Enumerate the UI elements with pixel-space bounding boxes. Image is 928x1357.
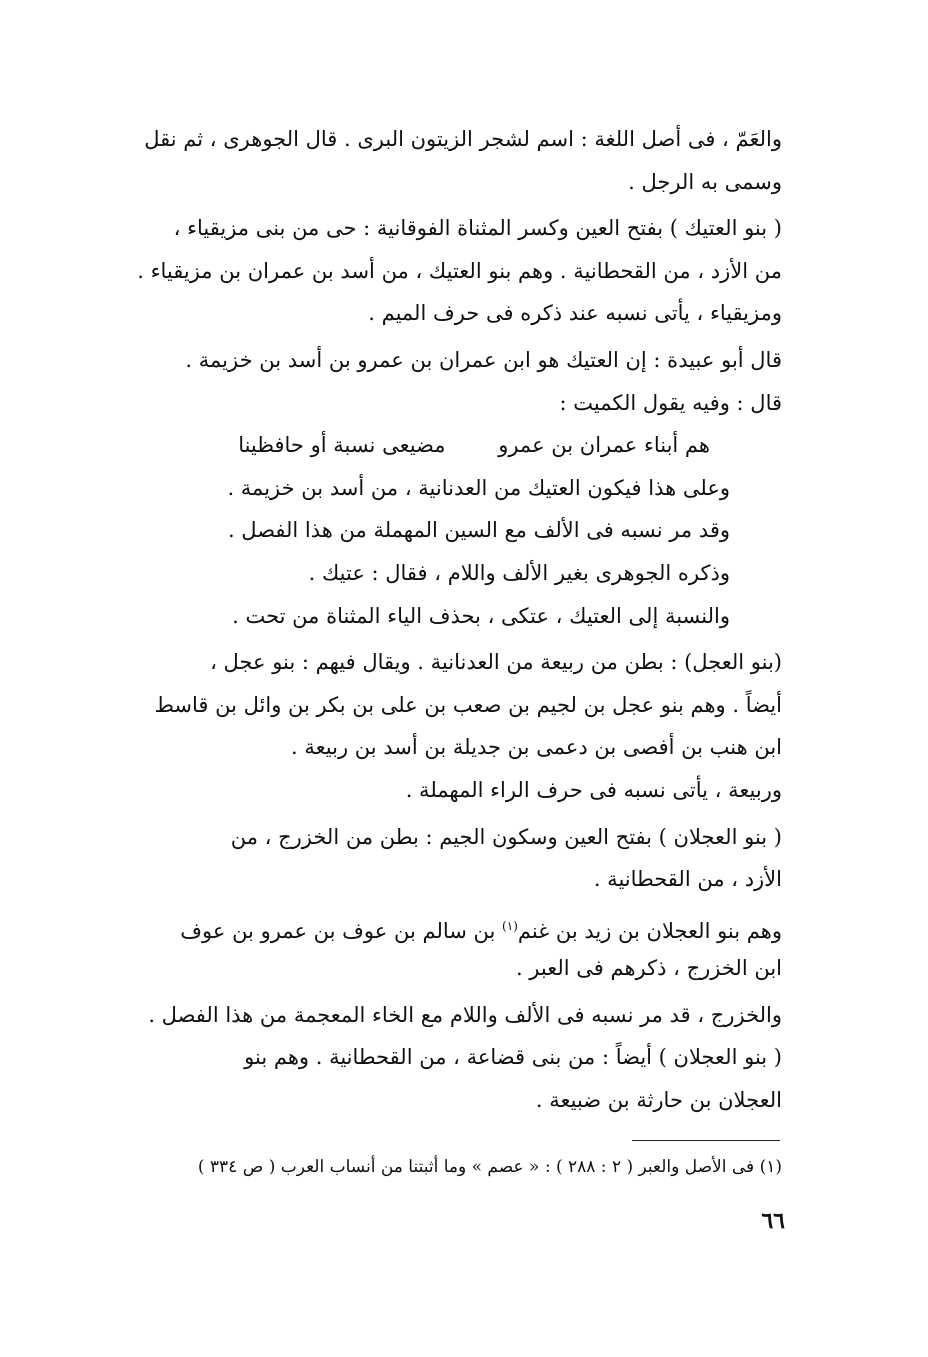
text-line: والنسبة إلى العتيك ، عتكى ، بحذف الياء المثناة من تحت . xyxy=(232,603,730,628)
poem-verse xyxy=(112,424,782,467)
text-fragment: بن سالم بن عوف بن عمرو بن عوف xyxy=(180,918,503,943)
text-line: وعلى هذا فيكون العتيك من العدنانية ، من أسد بن خزيمة . xyxy=(227,475,730,500)
page-number: ٦٦ xyxy=(761,1208,785,1234)
text-line: والخزرج ، قد مر نسبه فى الألف واللام مع الخاء المعجمة من هذا الفصل . xyxy=(148,1002,782,1027)
text-line: من الأزد ، من القحطانية . وهم بنو العتيك ، من أسد بن عمران بن مزيقياء . xyxy=(137,258,782,283)
text-line: ابن هنب بن أفصى بن دعمى بن جديلة بن أسد بن ربيعة . xyxy=(291,735,782,760)
text-line: والعَمّ ، فى أصل اللغة : اسم لشجر الزيتون البرى . قال الجوهرى ، ثم نقل xyxy=(144,127,782,151)
footnote-ref: (١) xyxy=(502,918,518,933)
text-line: قال أبو عبيدة : إن العتيك هو ابن عمران بن عمرو بن أسد بن خزيمة . xyxy=(185,347,782,372)
text-line: وسمى به الرجل . xyxy=(628,169,782,194)
footnote: (١) فى الأصل والعبر ( ٢ : ٢٨٨ ) : « عصم » وما أثبتنا من أنساب العرب ( ص ٣٣٤ ) xyxy=(197,1157,782,1177)
text-line: ( بنو العجلان ) أيضاً : من بنى قضاعة ، من القحطانية . وهم بنو xyxy=(244,1045,782,1070)
poem-hemistich-1: هم أبناء عمران بن عمرو xyxy=(498,433,710,458)
poem-hemistich-2: مضيعى نسبة أو حافظينا xyxy=(238,433,446,458)
text-line: ابن الخزرج ، ذكرهم فى العبر . xyxy=(515,956,782,981)
text-fragment: وهم بنو العجلان بن زيد بن غنم xyxy=(517,918,782,943)
text-line: وذكره الجوهرى بغير الألف واللام ، فقال : عتيك . xyxy=(308,560,730,585)
text-line: ( بنو العتيك ) بفتح العين وكسر المثناة الفوقانية : حى من بنى مزيقياء ، xyxy=(173,216,782,241)
text-line: ومزيقياء ، يأتى نسبه عند ذكره فى حرف الميم . xyxy=(368,301,782,326)
footnote-divider xyxy=(632,1140,780,1141)
main-text xyxy=(112,118,782,1122)
text-line: قال : وفيه يقول الكميت : xyxy=(559,390,782,415)
text-line: أيضاً . وهم بنو عجل بن لجيم بن صعب بن على بن بكر بن وائل بن قاسط xyxy=(154,692,782,717)
text-line: (بنو العجل) : بطن من ربيعة من العدنانية . ويقال فيهم : بنو عجل ، xyxy=(210,650,782,675)
text-line: الأزد ، من القحطانية . xyxy=(593,867,782,892)
text-line: وربيعة ، يأتى نسبه فى حرف الراء المهملة . xyxy=(405,777,782,802)
text-line: العجلان بن حارثة بن ضبيعة . xyxy=(535,1088,782,1113)
text-line: ( بنو العجلان ) بفتح العين وسكون الجيم : بطن من الخزرج ، من xyxy=(230,824,782,849)
text-line: وقد مر نسبه فى الألف مع السين المهملة من هذا الفصل . xyxy=(227,518,730,543)
text-line xyxy=(112,905,782,948)
